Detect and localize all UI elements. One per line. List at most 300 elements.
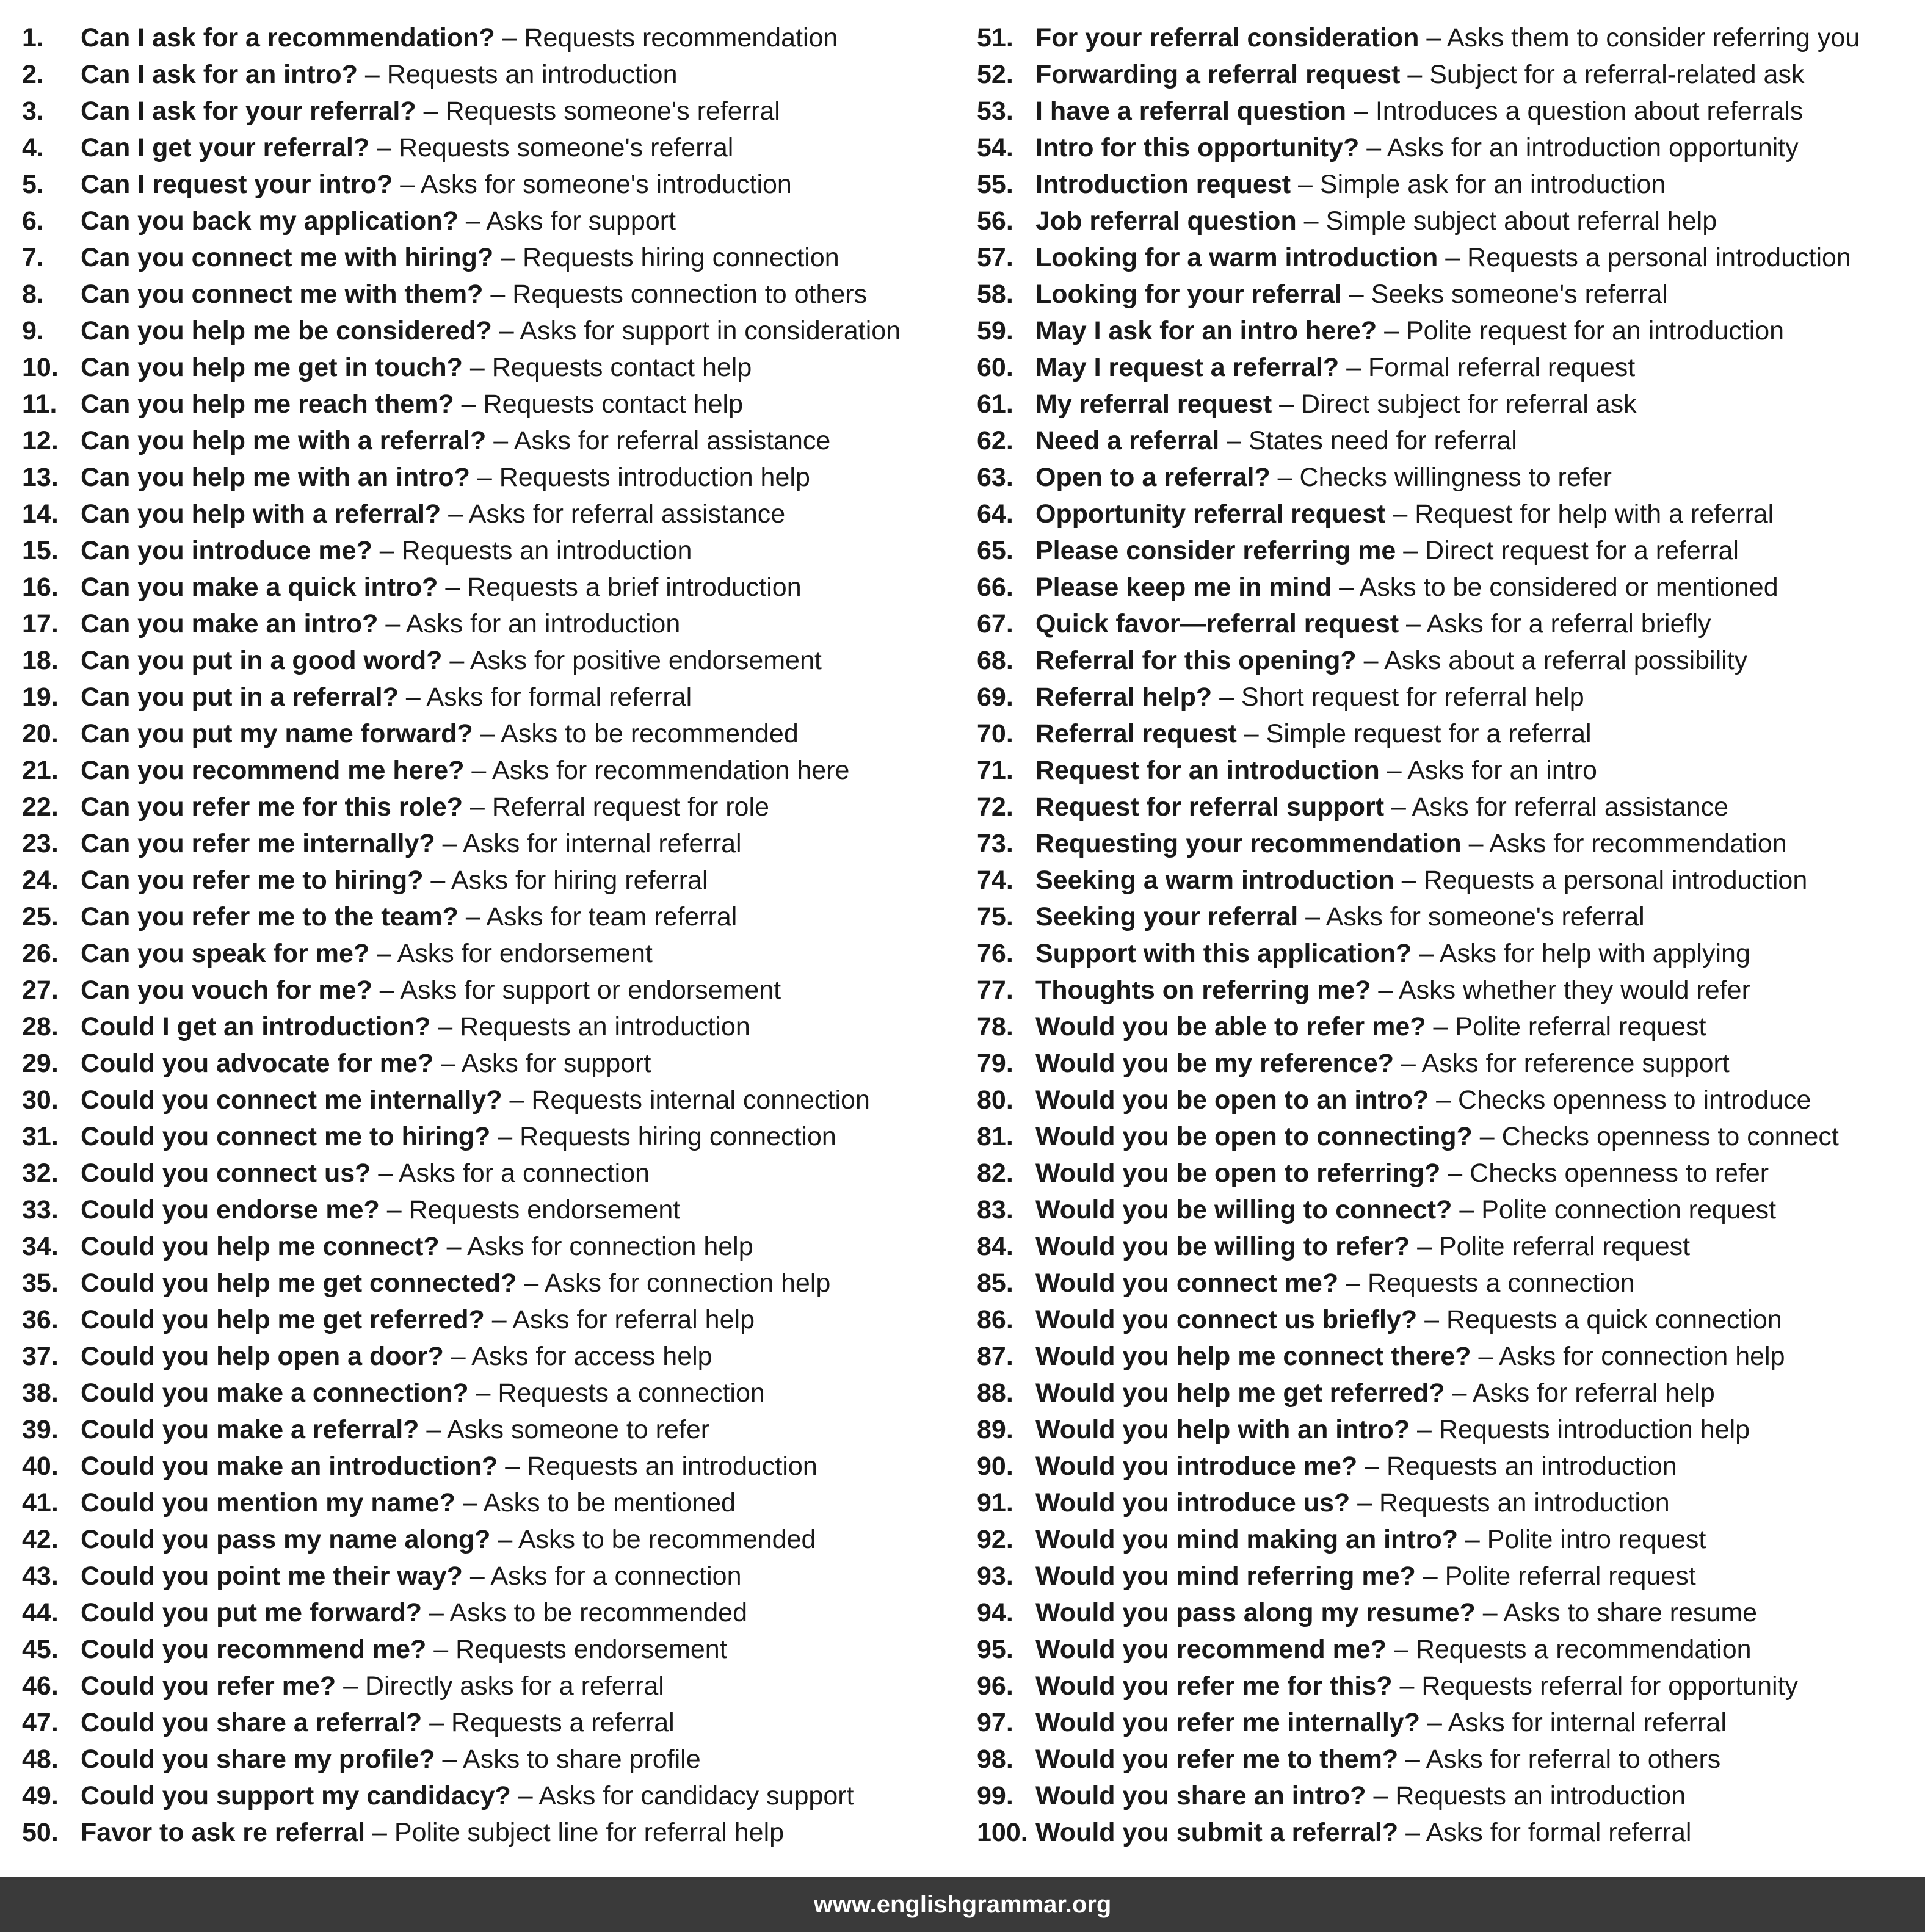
item-text bbox=[1035, 1045, 1730, 1082]
item-description: Asks for recommendation bbox=[1489, 829, 1787, 858]
item-number: 86. bbox=[977, 1305, 1013, 1334]
list-item bbox=[22, 239, 944, 276]
list-item bbox=[977, 313, 1917, 349]
item-text bbox=[81, 1594, 747, 1631]
item-separator bbox=[378, 609, 405, 639]
item-separator bbox=[1419, 23, 1446, 52]
item-number: 5. bbox=[22, 170, 44, 199]
list-item bbox=[22, 496, 944, 532]
item-separator bbox=[1291, 170, 1320, 199]
item-description: Requests introduction help bbox=[499, 463, 810, 492]
item-separator bbox=[455, 1488, 483, 1518]
item-description: Requests a recommendation bbox=[1415, 1635, 1752, 1664]
item-description: Asks for referral assistance bbox=[468, 499, 786, 529]
item-number: 2. bbox=[22, 60, 44, 89]
item-description: Requests introduction help bbox=[1438, 1415, 1750, 1444]
item-phrase: Would you be my reference? bbox=[1035, 1049, 1394, 1078]
item-separator bbox=[1412, 939, 1439, 968]
separator-dash: – bbox=[1445, 243, 1460, 272]
item-description: Direct subject for referral ask bbox=[1301, 389, 1637, 419]
list-item bbox=[977, 1192, 1917, 1228]
item-text bbox=[81, 679, 692, 715]
item-number: 58. bbox=[977, 280, 1013, 309]
separator-dash: – bbox=[429, 1708, 444, 1737]
separator-dash: – bbox=[1405, 1818, 1421, 1847]
item-description: Checks openness to refer bbox=[1470, 1159, 1769, 1188]
separator-dash: – bbox=[498, 1525, 513, 1554]
list-item bbox=[977, 56, 1917, 93]
item-number: 38. bbox=[22, 1378, 59, 1408]
item-number: 26. bbox=[22, 939, 59, 968]
item-phrase: Can you put my name forward? bbox=[81, 719, 473, 748]
separator-dash: – bbox=[471, 756, 487, 785]
list-item bbox=[22, 1814, 944, 1851]
separator-dash: – bbox=[364, 60, 380, 89]
item-description: Asks to be considered or mentioned bbox=[1359, 573, 1778, 602]
item-number: 83. bbox=[977, 1195, 1013, 1225]
item-phrase: Would you be willing to connect? bbox=[1035, 1195, 1452, 1225]
item-phrase: Opportunity referral request bbox=[1035, 499, 1386, 529]
separator-dash: – bbox=[1349, 280, 1364, 309]
separator-dash: – bbox=[1417, 1232, 1432, 1261]
item-number: 20. bbox=[22, 719, 59, 748]
item-text bbox=[81, 20, 838, 56]
list-item bbox=[977, 1631, 1917, 1668]
item-text bbox=[81, 606, 680, 642]
item-text bbox=[81, 349, 752, 386]
item-phrase: May I request a referral? bbox=[1035, 353, 1340, 382]
item-phrase: Could you support my candidacy? bbox=[81, 1781, 511, 1811]
item-description: Asks to share resume bbox=[1503, 1598, 1758, 1627]
list-item bbox=[977, 1704, 1917, 1741]
separator-dash: – bbox=[378, 1159, 393, 1188]
list-item bbox=[977, 1082, 1917, 1118]
item-separator bbox=[1473, 1122, 1502, 1151]
item-description: Requests an introduction bbox=[527, 1452, 817, 1481]
item-number: 27. bbox=[22, 975, 59, 1005]
item-text bbox=[1035, 1338, 1785, 1375]
list-item bbox=[977, 532, 1917, 569]
item-separator bbox=[490, 1525, 518, 1554]
list-item bbox=[22, 642, 944, 679]
item-description: States need for referral bbox=[1249, 426, 1517, 455]
item-number: 67. bbox=[977, 609, 1013, 639]
item-number: 3. bbox=[22, 96, 44, 126]
list-item bbox=[22, 606, 944, 642]
item-description: Subject for a referral-related ask bbox=[1429, 60, 1805, 89]
item-phrase: Can you refer me for this role? bbox=[81, 792, 463, 822]
list-item bbox=[22, 569, 944, 606]
list-item bbox=[977, 935, 1917, 972]
list-item bbox=[977, 1814, 1917, 1851]
item-number: 19. bbox=[22, 682, 59, 712]
item-separator bbox=[444, 1342, 471, 1371]
item-phrase: Would you mind making an intro? bbox=[1035, 1525, 1458, 1554]
item-text bbox=[81, 313, 901, 349]
item-text bbox=[81, 1668, 664, 1704]
separator-dash: – bbox=[442, 1745, 457, 1774]
item-text bbox=[1035, 1118, 1839, 1155]
item-number: 36. bbox=[22, 1305, 59, 1334]
separator-dash: – bbox=[441, 1049, 456, 1078]
item-number: 37. bbox=[22, 1342, 59, 1371]
item-phrase: May I ask for an intro here? bbox=[1035, 316, 1377, 346]
item-phrase: Could you share a referral? bbox=[81, 1708, 422, 1737]
item-text bbox=[1035, 203, 1717, 239]
item-description: Requests an introduction bbox=[1395, 1781, 1686, 1811]
item-phrase: Would you be willing to refer? bbox=[1035, 1232, 1410, 1261]
list-item bbox=[22, 1631, 944, 1668]
item-text bbox=[81, 642, 822, 679]
item-number: 61. bbox=[977, 389, 1013, 419]
item-description: Asks about a referral possibility bbox=[1384, 646, 1748, 675]
item-text bbox=[1035, 1008, 1706, 1045]
item-description: Asks to be recommended bbox=[501, 719, 799, 748]
separator-dash: – bbox=[477, 463, 492, 492]
item-text bbox=[81, 1265, 830, 1301]
item-description: Request for help with a referral bbox=[1415, 499, 1774, 529]
item-description: Requests connection to others bbox=[512, 280, 868, 309]
list-item bbox=[977, 1265, 1917, 1301]
list-item bbox=[977, 1594, 1917, 1631]
list-item bbox=[977, 496, 1917, 532]
item-phrase: Can you refer me internally? bbox=[81, 829, 435, 858]
item-phrase: Can I get your referral? bbox=[81, 133, 370, 162]
separator-dash: – bbox=[1401, 866, 1416, 895]
item-separator bbox=[1338, 1268, 1368, 1298]
item-phrase: Forwarding a referral request bbox=[1035, 60, 1401, 89]
separator-dash: – bbox=[1298, 170, 1313, 199]
item-number: 84. bbox=[977, 1232, 1013, 1261]
list-item bbox=[22, 679, 944, 715]
separator-dash: – bbox=[372, 1818, 387, 1847]
item-separator bbox=[1400, 60, 1429, 89]
item-description: Asks for internal referral bbox=[463, 829, 742, 858]
list-item bbox=[22, 1375, 944, 1411]
item-separator bbox=[1271, 463, 1300, 492]
item-phrase: Would you recommend me? bbox=[1035, 1635, 1387, 1664]
item-number: 8. bbox=[22, 280, 44, 309]
item-description: Asks for internal referral bbox=[1448, 1708, 1727, 1737]
item-separator bbox=[1416, 1561, 1445, 1591]
item-separator bbox=[1438, 243, 1467, 272]
item-phrase: Quick favor—referral request bbox=[1035, 609, 1399, 639]
item-description: Polite referral request bbox=[1438, 1232, 1691, 1261]
item-text bbox=[81, 752, 849, 789]
separator-dash: – bbox=[1346, 353, 1361, 382]
item-description: Asks for connection help bbox=[544, 1268, 831, 1298]
item-phrase: Can you vouch for me? bbox=[81, 975, 372, 1005]
item-description: Polite request for an introduction bbox=[1405, 316, 1785, 346]
item-description: Asks for a referral briefly bbox=[1426, 609, 1711, 639]
list-item bbox=[977, 1228, 1917, 1265]
item-phrase: Need a referral bbox=[1035, 426, 1220, 455]
separator-dash: – bbox=[1219, 682, 1234, 712]
item-phrase: Can you help with a referral? bbox=[81, 499, 441, 529]
item-separator bbox=[419, 1415, 446, 1444]
list-item bbox=[977, 1008, 1917, 1045]
item-separator bbox=[369, 133, 399, 162]
website-url[interactable]: www.englishgrammar.org bbox=[813, 1890, 1112, 1918]
item-phrase: Could you mention my name? bbox=[81, 1488, 455, 1518]
list-item bbox=[977, 1375, 1917, 1411]
item-phrase: Would you be able to refer me? bbox=[1035, 1012, 1426, 1041]
list-item bbox=[977, 569, 1917, 606]
item-number: 50. bbox=[22, 1818, 59, 1847]
item-phrase: Seeking a warm introduction bbox=[1035, 866, 1394, 895]
separator-dash: – bbox=[1405, 1745, 1420, 1774]
item-phrase: Can you refer me to the team? bbox=[81, 902, 459, 932]
item-phrase: Would you connect me? bbox=[1035, 1268, 1339, 1298]
list-item bbox=[22, 93, 944, 129]
list-item bbox=[22, 532, 944, 569]
item-number: 15. bbox=[22, 536, 59, 565]
item-separator bbox=[440, 1232, 467, 1261]
item-description: Formal referral request bbox=[1368, 353, 1636, 382]
item-number: 70. bbox=[977, 719, 1013, 748]
item-text bbox=[1035, 1448, 1677, 1485]
list-item bbox=[977, 422, 1917, 459]
separator-dash: – bbox=[493, 426, 509, 455]
item-description: Requests contact help bbox=[491, 353, 752, 382]
list-item bbox=[22, 1411, 944, 1448]
item-separator bbox=[1440, 1159, 1470, 1188]
item-description: Polite intro request bbox=[1487, 1525, 1706, 1554]
list-item bbox=[977, 825, 1917, 862]
item-phrase: Can you introduce me? bbox=[81, 536, 372, 565]
item-phrase: Can you make an intro? bbox=[81, 609, 379, 639]
item-phrase: Would you help with an intro? bbox=[1035, 1415, 1410, 1444]
separator-dash: – bbox=[1478, 1342, 1493, 1371]
item-description: Requests a personal introduction bbox=[1423, 866, 1808, 895]
item-description: Requests a quick connection bbox=[1446, 1305, 1782, 1334]
item-separator bbox=[422, 1708, 451, 1737]
item-separator bbox=[1398, 1818, 1426, 1847]
item-description: Asks to share profile bbox=[463, 1745, 701, 1774]
item-number: 13. bbox=[22, 463, 59, 492]
item-description: Polite subject line for referral help bbox=[394, 1818, 785, 1847]
item-phrase: Could you connect us? bbox=[81, 1159, 371, 1188]
item-phrase: Could you make an introduction? bbox=[81, 1452, 498, 1481]
item-separator bbox=[1366, 1781, 1396, 1811]
item-phrase: Requesting your recommendation bbox=[1035, 829, 1462, 858]
separator-dash: – bbox=[1427, 1708, 1442, 1737]
separator-dash: – bbox=[448, 499, 463, 529]
item-number: 43. bbox=[22, 1561, 59, 1591]
separator-dash: – bbox=[1384, 316, 1399, 346]
list-item bbox=[22, 1485, 944, 1521]
separator-dash: – bbox=[469, 1561, 485, 1591]
item-number: 78. bbox=[977, 1012, 1013, 1041]
item-description: Requests hiring connection bbox=[522, 243, 839, 272]
separator-dash: – bbox=[1277, 463, 1292, 492]
item-number: 49. bbox=[22, 1781, 59, 1811]
item-description: Asks for someone's referral bbox=[1325, 902, 1645, 932]
separator-dash: – bbox=[1305, 902, 1321, 932]
item-number: 41. bbox=[22, 1488, 59, 1518]
item-separator bbox=[1298, 902, 1325, 932]
item-text bbox=[1035, 1521, 1706, 1558]
item-number: 74. bbox=[977, 866, 1013, 895]
list-item bbox=[22, 972, 944, 1008]
item-description: Seeks someone's referral bbox=[1371, 280, 1668, 309]
item-separator bbox=[423, 866, 451, 895]
item-separator bbox=[430, 1012, 460, 1041]
item-number: 7. bbox=[22, 243, 44, 272]
item-separator bbox=[511, 1781, 538, 1811]
item-separator bbox=[1385, 499, 1415, 529]
separator-dash: – bbox=[377, 939, 392, 968]
item-number: 71. bbox=[977, 756, 1013, 785]
item-separator bbox=[1339, 353, 1368, 382]
item-text bbox=[1035, 20, 1860, 56]
separator-dash: – bbox=[426, 1415, 441, 1444]
item-phrase: Can you refer me to hiring? bbox=[81, 866, 424, 895]
item-text bbox=[81, 203, 676, 239]
item-text bbox=[1035, 1192, 1776, 1228]
item-description: Polite connection request bbox=[1481, 1195, 1777, 1225]
separator-dash: – bbox=[502, 23, 517, 52]
item-number: 46. bbox=[22, 1671, 59, 1701]
separator-dash: – bbox=[442, 829, 457, 858]
item-description: Requests a brief introduction bbox=[467, 573, 802, 602]
item-text bbox=[81, 972, 781, 1008]
item-text bbox=[81, 899, 737, 935]
list-item bbox=[22, 1521, 944, 1558]
item-description: Asks for connection help bbox=[1499, 1342, 1785, 1371]
item-description: Asks for formal referral bbox=[426, 682, 692, 712]
item-description: Asks for referral to others bbox=[1426, 1745, 1721, 1774]
list-item bbox=[977, 642, 1917, 679]
list-item bbox=[22, 349, 944, 386]
separator-dash: – bbox=[377, 133, 392, 162]
item-number: 9. bbox=[22, 316, 44, 346]
item-text bbox=[81, 422, 830, 459]
separator-dash: – bbox=[480, 719, 495, 748]
item-number: 97. bbox=[977, 1708, 1013, 1737]
item-phrase: Referral for this opening? bbox=[1035, 646, 1357, 675]
item-separator bbox=[1476, 1598, 1503, 1627]
item-separator bbox=[416, 96, 446, 126]
separator-dash: – bbox=[379, 975, 394, 1005]
separator-dash: – bbox=[1479, 1122, 1495, 1151]
item-description: Asks for positive endorsement bbox=[469, 646, 822, 675]
item-phrase: Would you submit a referral? bbox=[1035, 1818, 1399, 1847]
separator-dash: – bbox=[449, 646, 465, 675]
separator-dash: – bbox=[385, 609, 401, 639]
item-separator bbox=[463, 792, 492, 822]
item-separator bbox=[1359, 133, 1387, 162]
item-separator bbox=[1380, 756, 1407, 785]
item-separator bbox=[1399, 609, 1426, 639]
item-separator bbox=[1445, 1378, 1473, 1408]
item-text bbox=[1035, 1558, 1696, 1594]
item-text bbox=[1035, 93, 1803, 129]
item-description: Asks for referral assistance bbox=[513, 426, 831, 455]
item-number: 75. bbox=[977, 902, 1013, 932]
item-number: 95. bbox=[977, 1635, 1013, 1664]
item-text bbox=[1035, 1814, 1691, 1851]
item-description: Asks for an introduction opportunity bbox=[1387, 133, 1799, 162]
separator-dash: – bbox=[433, 1635, 449, 1664]
item-separator bbox=[393, 170, 420, 199]
item-text bbox=[81, 1192, 680, 1228]
item-number: 25. bbox=[22, 902, 59, 932]
item-phrase: Can you put in a good word? bbox=[81, 646, 443, 675]
item-separator bbox=[372, 975, 400, 1005]
item-description: Requests hiring connection bbox=[520, 1122, 836, 1151]
list-item bbox=[977, 166, 1917, 203]
item-number: 59. bbox=[977, 316, 1013, 346]
item-phrase: Could you make a connection? bbox=[81, 1378, 469, 1408]
list-item bbox=[977, 679, 1917, 715]
item-description: Asks for an introduction bbox=[405, 609, 681, 639]
item-phrase: Could you put me forward? bbox=[81, 1598, 422, 1627]
separator-dash: – bbox=[1459, 1195, 1474, 1225]
item-number: 76. bbox=[977, 939, 1013, 968]
separator-dash: – bbox=[438, 1012, 453, 1041]
item-description: Asks for candidacy support bbox=[538, 1781, 854, 1811]
separator-dash: – bbox=[1373, 1781, 1388, 1811]
item-description: Asks for connection help bbox=[467, 1232, 753, 1261]
item-phrase: Favor to ask re referral bbox=[81, 1818, 366, 1847]
item-separator bbox=[435, 829, 463, 858]
item-text bbox=[81, 862, 708, 899]
item-number: 91. bbox=[977, 1488, 1013, 1518]
item-text bbox=[1035, 422, 1517, 459]
item-number: 57. bbox=[977, 243, 1013, 272]
item-separator bbox=[365, 1818, 394, 1847]
item-phrase: Could you pass my name along? bbox=[81, 1525, 491, 1554]
separator-dash: – bbox=[1339, 573, 1354, 602]
item-phrase: Can I ask for an intro? bbox=[81, 60, 358, 89]
item-number: 12. bbox=[22, 426, 59, 455]
item-separator bbox=[1452, 1195, 1481, 1225]
item-separator bbox=[464, 756, 491, 785]
item-phrase: Could you share my profile? bbox=[81, 1745, 435, 1774]
separator-dash: – bbox=[490, 280, 506, 309]
item-phrase: Can you help me be considered? bbox=[81, 316, 492, 346]
item-separator bbox=[1396, 536, 1425, 565]
item-number: 80. bbox=[977, 1085, 1013, 1115]
item-number: 24. bbox=[22, 866, 59, 895]
item-text bbox=[1035, 1778, 1686, 1814]
list-item bbox=[977, 1411, 1917, 1448]
list-item bbox=[22, 1301, 944, 1338]
list-item bbox=[22, 715, 944, 752]
item-separator bbox=[492, 316, 520, 346]
list-item bbox=[22, 752, 944, 789]
item-number: 93. bbox=[977, 1561, 1013, 1591]
item-number: 98. bbox=[977, 1745, 1013, 1774]
item-phrase: Can you connect me with hiring? bbox=[81, 243, 494, 272]
item-text bbox=[81, 1338, 712, 1375]
item-description: Requests internal connection bbox=[531, 1085, 870, 1115]
item-number: 44. bbox=[22, 1598, 59, 1627]
separator-dash: – bbox=[501, 243, 515, 272]
item-number: 42. bbox=[22, 1525, 59, 1554]
item-phrase: Can you put in a referral? bbox=[81, 682, 399, 712]
item-separator bbox=[1420, 1708, 1448, 1737]
list-item bbox=[977, 349, 1917, 386]
item-separator bbox=[1394, 866, 1424, 895]
separator-dash: – bbox=[509, 1085, 524, 1115]
item-phrase: Would you be open to referring? bbox=[1035, 1159, 1441, 1188]
item-text bbox=[1035, 276, 1668, 313]
item-separator bbox=[459, 902, 486, 932]
item-text bbox=[1035, 862, 1807, 899]
item-phrase: Looking for a warm introduction bbox=[1035, 243, 1438, 272]
